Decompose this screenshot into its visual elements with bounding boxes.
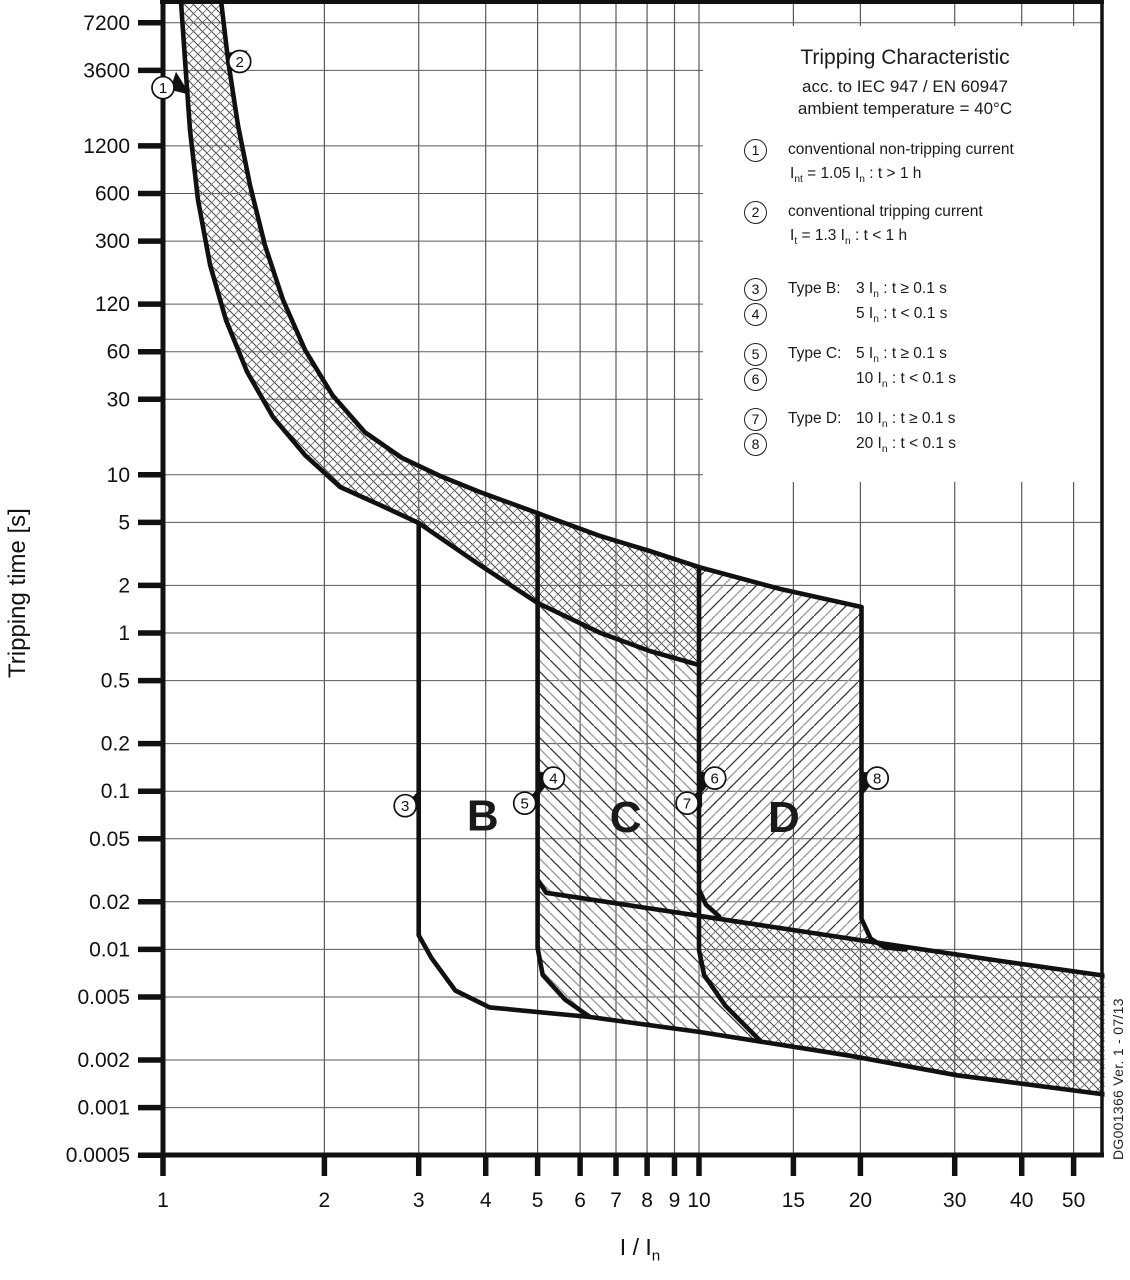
marker-5-number: 5 [520,795,529,813]
marker-3-number: 3 [401,798,410,816]
legend-label-2: conventional tripping current [788,203,983,220]
y-tick-label: 0.002 [77,1049,130,1072]
curve-3-type-b-magnetic-min [419,523,490,1007]
legend-type-5: Type C: [788,345,842,362]
zone-letter-C: C [609,793,642,843]
document-stamp: DG001366 Ver. 1 - 07/13 [1110,998,1126,1160]
marker-8-number: 8 [873,770,882,788]
x-tick-label: 6 [574,1189,586,1212]
x-tick-label: 50 [1061,1189,1086,1212]
y-tick-label: 0.001 [77,1096,130,1120]
x-tick-label: 1 [157,1189,169,1212]
x-tick-label: 15 [781,1189,806,1212]
legend-num-6: 6 [744,368,767,391]
legend-type-7: Type D: [788,410,842,427]
y-tick-label: 7200 [83,11,130,35]
legend-label-1: conventional non-tripping current [788,141,1014,158]
legend-backdrop [703,26,1101,482]
y-tick-label: 1200 [83,134,130,158]
x-tick-label: 3 [412,1189,425,1212]
x-tick-label: 8 [641,1189,653,1212]
legend-num-7: 7 [744,408,767,431]
x-tick-label: 40 [1010,1189,1034,1212]
marker-2-number: 2 [235,54,244,71]
y-tick-label: 600 [94,182,130,206]
y-tick-label: 300 [94,230,130,254]
zone-letter-B: B [466,791,499,841]
x-tick-label: 5 [531,1189,544,1212]
x-tick-label: 2 [318,1189,331,1212]
legend-num-8: 8 [744,433,767,456]
chart-subtitle2: ambient temperature = 40°C [797,99,1013,118]
y-tick-label: 10 [106,463,130,487]
legend-value-3: 3 $I_n$ : t ≥ 0.1 s [856,280,947,301]
legend-value-8: 20 $I_n$ : t < 0.1 s [856,435,957,456]
x-tick-label: 4 [479,1189,492,1212]
legend-value-5: 5 $I_n$ : t ≥ 0.1 s [856,345,947,366]
y-tick-label: 5 [118,511,130,535]
y-tick-label: 0.5 [100,669,130,693]
y-tick-label: 0.01 [89,938,130,962]
y-tick-label: 0.02 [89,890,130,914]
legend-value-4: 5 $I_n$ : t < 0.1 s [856,305,948,326]
chart-title: Tripping Characteristic [800,46,1010,69]
marker-6-number: 6 [710,770,719,788]
legend-num-1: 1 [744,139,767,162]
x-tick-label: 30 [943,1189,967,1212]
marker-4-number: 4 [549,770,558,788]
y-tick-label: 0.0005 [65,1144,130,1168]
x-axis-title: I / $I_n$ [619,1234,661,1265]
legend-formula-2: $I_t = 1.3$ $I_n$ : t < 1 h [790,227,908,248]
legend-num-4: 4 [744,303,767,326]
y-tick-label: 30 [106,388,130,412]
chart-subtitle: acc. to IEC 947 / EN 60947 [801,77,1008,96]
x-tick-label: 10 [687,1189,711,1212]
x-tick-label: 20 [848,1189,873,1212]
y-tick-label: 0.005 [77,986,130,1009]
legend-num-3: 3 [744,278,767,301]
y-tick-label: 60 [106,340,130,364]
instantaneous-band [699,916,1105,1095]
marker-1-number: 1 [158,80,168,98]
y-tick-label: 120 [94,293,130,317]
type-d-zone [699,567,906,949]
x-tick-label: 9 [668,1189,681,1212]
y-tick-label: 0.1 [100,780,130,804]
y-tick-label: 2 [118,574,130,598]
legend-value-7: 10 $I_n$ : t ≥ 0.1 s [856,410,956,431]
marker-7-number: 7 [682,795,692,813]
legend-type-3: Type B: [788,280,841,297]
legend-value-6: 10 $I_n$ : t < 0.1 s [856,370,957,391]
y-tick-label: 3600 [83,59,130,83]
thermal-tolerance-band [181,0,699,665]
x-tick-label: 7 [610,1189,622,1212]
y-tick-label: 1 [118,622,130,645]
y-tick-label: 0.2 [100,732,130,756]
legend-num-2: 2 [744,201,767,224]
legend-formula-1: $I_{nt} = 1.05$ $I_n$ : t > 1 h [790,165,922,186]
zone-letter-D: D [768,793,800,843]
legend-num-5: 5 [744,343,767,366]
y-axis-title: Tripping time [s] [4,508,31,678]
y-tick-label: 0.05 [89,827,130,851]
